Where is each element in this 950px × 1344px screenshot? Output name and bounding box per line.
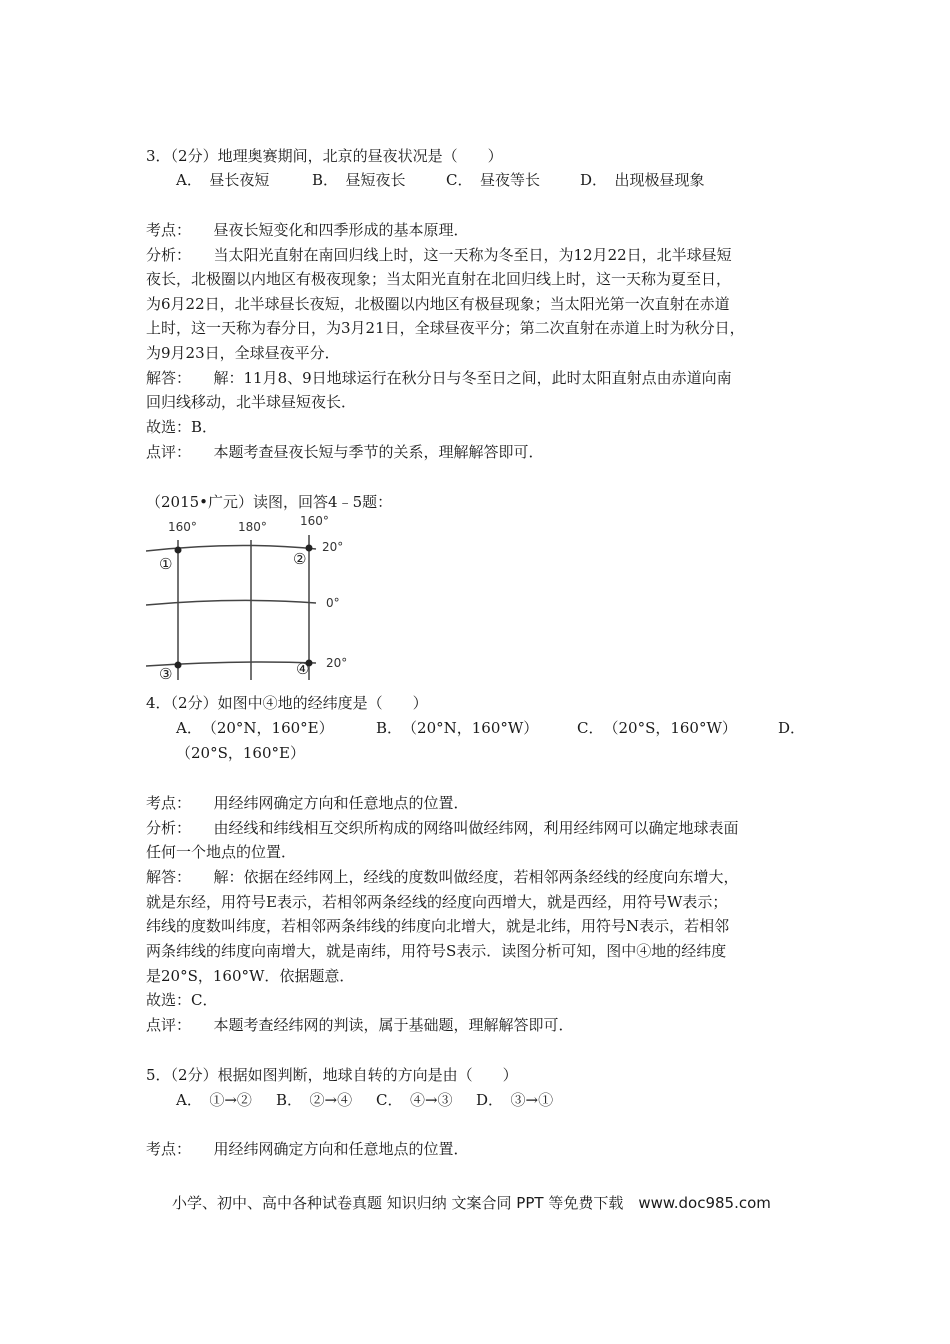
q4-dianping: 点评： 本题考查经纬网的判读，属于基础题，理解解答即可． xyxy=(146,1016,574,1034)
label-160-left: 160° xyxy=(168,520,197,534)
q5-option-c: C． ④→③ xyxy=(376,1091,453,1109)
latitude-line-0 xyxy=(146,600,316,605)
q5-option-a: A． ①→② xyxy=(176,1091,252,1109)
q3-dianping: 点评： 本题考查昼夜长短与季节的关系，理解解答即可． xyxy=(146,443,544,461)
q4-kaodian: 考点： 用经纬网确定方向和任意地点的位置． xyxy=(146,794,469,812)
point-4-label: ④ xyxy=(296,660,310,678)
q4-jieda-line: 就是东经，用符号E表示，若相邻两条经线的经度向西增大，就是西经，用符号W表示； xyxy=(146,893,728,911)
point-1-label: ① xyxy=(159,555,173,573)
q4-option-a: A． （20°N，160°E） xyxy=(176,719,334,737)
q5-stem: 5．（2分）根据如图判断，地球自转的方向是由（ ） xyxy=(146,1066,518,1084)
label-20-north: 20° xyxy=(322,540,344,554)
q4-jieda-line: 解答： 解：依据在经纬网上，经线的度数叫做经度，若相邻两条经线的经度向东增大， xyxy=(146,868,739,886)
latitude-line-20n xyxy=(146,545,316,551)
point-2-label: ② xyxy=(293,550,307,568)
q5-option-b: B． ②→④ xyxy=(276,1091,353,1109)
q4-jieda-line: 是20°S，160°W．依据题意． xyxy=(146,967,355,985)
point-3-dot xyxy=(175,662,182,669)
q3-fenxi-line: 上时，这一天称为春分日，为3月21日，全球昼夜平分；第二次直射在赤道上时为秋分日， xyxy=(146,319,745,337)
q3-stem: 3．（2分）地理奥赛期间，北京的昼夜状况是（ ） xyxy=(146,147,503,165)
q3-option-a: A． 昼长夜短 xyxy=(176,171,270,189)
label-20-south: 20° xyxy=(326,656,348,670)
label-0: 0° xyxy=(326,596,340,610)
q4-option-b: B． （20°N，160°W） xyxy=(376,719,539,737)
q4-jieda-line: 纬线的度数叫纬度，若相邻两条纬线的纬度向北增大，就是北纬，用符号N表示，若相邻 xyxy=(146,917,730,935)
q3-fenxi-line: 为9月23日，全球昼夜平分． xyxy=(146,344,340,362)
q3-fenxi-line: 分析： 当太阳光直射在南回归线上时，这一天称为冬至日，为12月22日，北半球昼短 xyxy=(146,246,732,264)
label-160-right: 160° xyxy=(300,514,329,528)
q4-option-d-value: （20°S，160°E） xyxy=(176,744,305,762)
q4-jieda-line: 两条纬线的纬度向南增大，就是南纬，用符号S表示．读图分析可知，图中④地的经纬度 xyxy=(146,942,727,960)
q4-fenxi-line: 任何一个地点的位置． xyxy=(146,843,297,861)
point-2-dot xyxy=(306,545,313,552)
q5-option-d: D． ③→① xyxy=(476,1091,554,1109)
q3-kaodian: 考点： 昼夜长短变化和四季形成的基本原理． xyxy=(146,221,469,239)
q3-option-d: D． 出现极昼现象 xyxy=(580,171,705,189)
page-footer: 小学、初中、高中各种试卷真题 知识归纳 文案合同 PPT 等免费下载 www.doc985.com xyxy=(172,1194,771,1212)
q3-guxuan: 故选：B． xyxy=(146,418,218,436)
q3-jieda-line: 解答： 解：11月8、9日地球运行在秋分日与冬至日之间，此时太阳直射点由赤道向南 xyxy=(146,369,732,387)
q3-option-c: C． 昼夜等长 xyxy=(446,171,540,189)
q5-kaodian: 考点： 用经纬网确定方向和任意地点的位置． xyxy=(146,1140,469,1158)
q3-option-b: B． 昼短夜长 xyxy=(312,171,406,189)
q4-option-d: D． xyxy=(778,719,806,737)
q3-jieda-line: 回归线移动，北半球昼短夜长． xyxy=(146,393,357,411)
section-intro: （2015•广元）读图，回答4﹣5题： xyxy=(146,493,393,511)
q4-stem: 4．（2分）如图中④地的经纬度是（ ） xyxy=(146,694,428,712)
point-3-label: ③ xyxy=(159,665,173,683)
q3-fenxi-line: 为6月22日，北半球昼长夜短，北极圈以内地区有极昼现象；当太阳光第一次直射在赤道 xyxy=(146,295,730,313)
q3-fenxi-line: 夜长，北极圈以内地区有极夜现象；当太阳光直射在北回归线上时，这一天称为夏至日， xyxy=(146,270,732,288)
q4-option-c: C． （20°S，160°W） xyxy=(577,719,737,737)
q4-fenxi-line: 分析： 由经线和纬线相互交织所构成的网络叫做经纬网，利用经纬网可以确定地球表面 xyxy=(146,819,739,837)
label-180: 180° xyxy=(238,520,267,534)
point-1-dot xyxy=(175,547,182,554)
q4-guxuan: 故选：C． xyxy=(146,991,218,1009)
